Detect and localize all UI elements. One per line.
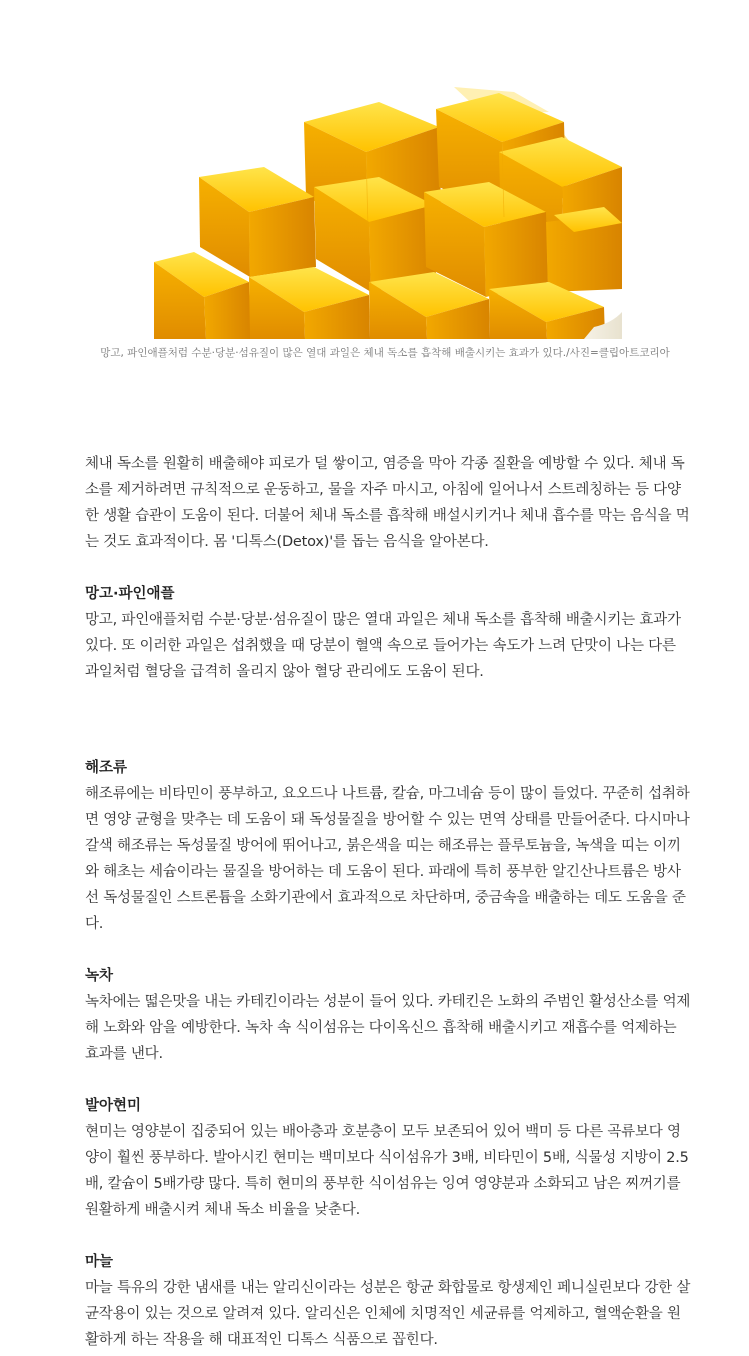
section-title: 발아현미: [85, 1098, 142, 1114]
section-title: 망고·파인애플: [85, 586, 175, 602]
section-title: 녹차: [85, 968, 114, 984]
section-germinated-brown-rice: [85, 1093, 691, 1223]
intro-paragraph: 체내 독소를 원활히 배출해야 피로가 덜 쌓이고, 염증을 막아 각종 질환을 예방할 수 있다. 체내 독소를 제거하려면 규칙적으로 운동하고, 물을 자주 마시고, 아침에 일어나서 스트레칭하는 등 다양한 생활 습관이 도움이 된다. 더불어 체내 독소를 흡착해 배설시키거나 체내 흡수를 막는 음식을 먹는 것도 효과적이다. 몸 '디톡스(Detox)'를 돕는 음식을 알아본다.: [85, 456, 690, 550]
section-mango-pineapple: [85, 581, 691, 685]
section-title: 해조류: [85, 760, 128, 776]
section-paragraph: 해조류에는 비타민이 풍부하고, 요오드나 나트륨, 칼슘, 마그네슘 등이 많이 들었다. 꾸준히 섭취하면 영양 균형을 맞추는 데 도움이 돼 독성물질을 방어할 수 있는 면역 상태를 만들어준다. 다시마나 갈색 해조류는 독성물질 방어에 뛰어나고, 붉은색을 띠는 해조류는 플루토늄을, 녹색을 띠는 이끼와 해초는 세슘이라는 물질을 방어하는 데 도움이 된다. 파래에 특히 풍부한 알긴산나트륨은 방사선 독성물질인 스트론튬을 소화기관에서 효과적으로 차단하며, 중금속을 배출하는 데도 도움을 준다.: [85, 786, 690, 932]
section-paragraph: 현미는 영양분이 집중되어 있는 배아층과 호분층이 모두 보존되어 있어 백미 등 다른 곡류보다 영양이 훨씬 풍부하다. 발아시킨 현미는 백미보다 식이섬유가 3배, 비타민이 5배, 식물성 지방이 2.5배, 칼슘이 5배가량 많다. 특히 현미의 풍부한 식이섬유는 잉여 영양분과 소화되고 남은 찌꺼기를 원활하게 배출시켜 체내 독소 비율을 낮춘다.: [85, 1124, 689, 1218]
section-garlic: [85, 1249, 691, 1353]
section-seaweed: [85, 755, 691, 937]
article-body: [85, 451, 691, 1353]
section-paragraph: 망고, 파인애플처럼 수분·당분·섬유질이 많은 열대 과일은 체내 독소를 흡착해 배출시키는 효과가 있다. 또 이러한 과일은 섭취했을 때 당분이 혈액 속으로 들어가는 속도가 느려 단맛이 나는 다른 과일처럼 혈당을 급격히 올리지 않아 혈당 관리에도 도움이 된다.: [85, 612, 681, 680]
photo-caption: 망고, 파인애플처럼 수분·당분·섬유질이 많은 열대 과일은 체내 독소를 흡착해 배출시키는 효과가 있다./사진=클립아트코리아: [100, 347, 670, 359]
section-green-tea: [85, 963, 691, 1067]
article-photo: [154, 27, 622, 339]
section-title: 마늘: [85, 1254, 114, 1270]
section-paragraph: 녹차에는 떫은맛을 내는 카테킨이라는 성분이 들어 있다. 카테킨은 노화의 주범인 활성산소를 억제해 노화와 암을 예방한다. 녹차 속 식이섬유는 다이옥신으 흡착해 배출시키고 재흡수를 억제하는 효과를 낸다.: [85, 994, 691, 1062]
mango-cubes-image: [154, 27, 622, 339]
section-paragraph: 마늘 특유의 강한 냄새를 내는 알리신이라는 성분은 항균 화합물로 항생제인 페니실린보다 강한 살균작용이 있는 것으로 알려져 있다. 알리신은 인체에 치명적인 세균류를 억제하고, 혈액순환을 원활하게 하는 작용을 해 대표적인 디톡스 식품으로 꼽힌다.: [85, 1280, 691, 1348]
